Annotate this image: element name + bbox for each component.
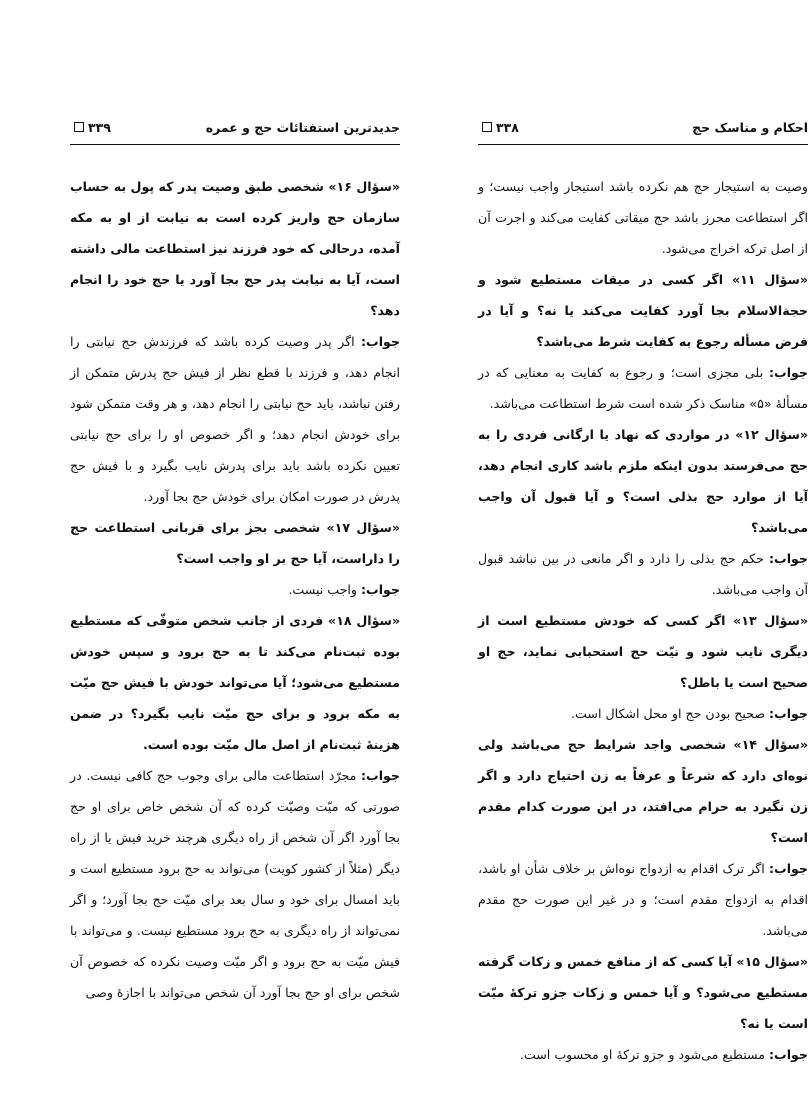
answer-label: جواب:: [769, 1047, 808, 1062]
right-page-header: [478, 118, 808, 145]
question-13: «سؤال ۱۳» اگر کسی که خودش مستطیع است از دیگری نایب شود و نیّت حج استحبابی نماید، حج او صحیح است یا باطل؟: [478, 613, 808, 690]
answer-18: [70, 760, 400, 1008]
right-page-number-text: ۳۳۸: [496, 120, 519, 135]
left-page: [70, 118, 400, 1008]
answer-text: مجرّد استطاعت مالی برای وجوب حج کافی نیست. در صورتی که میّت وصیّت کرده که آن شخص خاص برای او حج بجا آورد اگر آن شخص از راه دیگری هرچند خرید فیش یا از راه دیگر (مثلاً از کشور کویت) می‌تواند به حج برود مستطیع است و باید امسال برای خود و سال بعد برای میّت حج بجا آورد؛ و اگر نمی‌تواند از راه دیگری به حج برود مستطیع نیست. و می‌تواند با فیش میّت به حج برود و اگر میّت وصیت نکرده که خصوص آن شخص برای او حج بجا آورد آن شخص می‌تواند با اجازهٔ وصی: [70, 768, 400, 1000]
question-16: «سؤال ۱۶» شخصی طبق وصیت پدر که پول به حساب سازمان حج واریز کرده است به نیابت از او به مکه آمده، درحالی که خود فرزند نیز استطاعت مالی داشته است، آیا به نیابت پدر حج بجا آورد یا حج خود را انجام دهد؟: [70, 179, 400, 318]
answer-text: مستطیع می‌شود و جزو ترکهٔ او محسوب است.: [519, 1047, 770, 1062]
right-page: [478, 118, 808, 1070]
answer-label: جواب:: [361, 768, 400, 783]
left-page-body: [70, 145, 400, 1008]
answer-text: بلی مجزی است؛ و رجوع به کفایت به معنایی که در مسألهٔ «۵» مناسک ذکر شده است شرط استطاعت می‌باشد.: [478, 365, 808, 411]
left-page-number-text: ۳۳۹: [88, 120, 111, 135]
question-15: «سؤال ۱۵» آیا کسی که از منافع خمس و زکات گرفته مستطیع می‌شود؟ و آیا خمس و زکات جزو ترکهٔ میّت است یا نه؟: [477, 954, 808, 1031]
answer-text: اگر پدر وصیت کرده باشد که فرزندش حج نیابتی را انجام دهد، و فرزند با قطع نظر از فیش حج پدرش متمکن از رفتن نباشد، باید حج نیابتی را انجام دهد، و هر وقت متمکن شود برای خودش انجام دهد؛ و اگر خصوص او را برای حج نیابتی تعیین نکرده باشد باید برای پدرش نایب بگیرد و با فیش حج پدرش در صورت امکان برای خودش حج بجا آورد.: [70, 334, 400, 504]
answer-label: جواب:: [769, 551, 808, 566]
answer-text: حکم حج بذلی را دارد و اگر مانعی در بین نباشد قبول آن واجب می‌باشد.: [478, 551, 808, 597]
left-page-number: [70, 120, 111, 135]
continued-answer: [478, 171, 808, 264]
answer-11: [478, 357, 808, 419]
answer-12: [478, 543, 808, 605]
answer-14: [478, 853, 808, 946]
answer-text: واجب نیست.: [288, 582, 362, 597]
answer-label: جواب:: [361, 334, 400, 349]
left-page-title: جدیدترین استفتائات حج و عمره: [205, 120, 400, 135]
answer-label: جواب:: [361, 582, 400, 597]
question-12: «سؤال ۱۲» در مواردی که نهاد یا ارگانی فردی را به حج می‌فرستد بدون اینکه ملزم باشد کاری انجام دهد، آیا از موارد حج بذلی است؟ و آیا قبول آن واجب می‌باشد؟: [478, 427, 808, 535]
square-icon: [74, 122, 84, 132]
square-icon: [482, 122, 492, 132]
answer-text: اگر ترک اقدام به ازدواج نوه‌اش بر خلاف شأن او باشد، اقدام به ازدواج مقدم است؛ و در غیر این صورت حج مقدم می‌باشد.: [478, 861, 808, 938]
answer-text: صحیح بودن حج او محل اشکال است.: [571, 706, 770, 721]
question-11: «سؤال ۱۱» اگر کسی در میقات مستطیع شود و حجةالاسلام بجا آورد کفایت می‌کند یا نه؟ و آیا در فرض مسأله رجوع به کفایت شرط می‌باشد؟: [478, 272, 808, 349]
answer-17: [70, 574, 400, 605]
right-page-body: [478, 145, 808, 1070]
answer-16: [70, 326, 400, 512]
right-page-number: [478, 120, 519, 135]
left-page-header: [70, 118, 400, 145]
answer-label: جواب:: [769, 706, 808, 721]
answer-text: وصیت به استیجار حج هم نکرده باشد استیجار واجب نیست؛ و اگر استطاعت محرز باشد حج میقاتی کفایت می‌کند و اجرت آن از اصل ترکه اخراج می‌شود.: [478, 179, 808, 256]
answer-label: جواب:: [769, 861, 808, 876]
question-17: «سؤال ۱۷» شخصی بجز برای قربانی استطاعت حج را داراست، آیا حج بر او واجب است؟: [70, 520, 400, 566]
question-14: «سؤال ۱۴» شخصی واجد شرایط حج می‌باشد ولی نوه‌ای دارد که شرعاً و عرفاً به زن احتیاج دارد و اگر زن نگیرد به حرام می‌افتد، در این صورت کدام مقدم است؟: [478, 737, 808, 845]
answer-label: جواب:: [769, 365, 808, 380]
right-page-title: احکام و مناسک حج: [692, 120, 808, 135]
answer-13: [478, 698, 808, 729]
question-18: «سؤال ۱۸» فردی از جانب شخص متوفّی که مستطیع بوده ثبت‌نام می‌کند تا به حج برود و سپس خودش مستطیع می‌شود؛ آیا می‌تواند خودش با فیش حج میّت به مکه برود و برای حج میّت نایب بگیرد؟ در ضمن هزینهٔ ثبت‌نام از اصل مال میّت بوده است.: [70, 613, 400, 752]
answer-15: [478, 1039, 808, 1070]
